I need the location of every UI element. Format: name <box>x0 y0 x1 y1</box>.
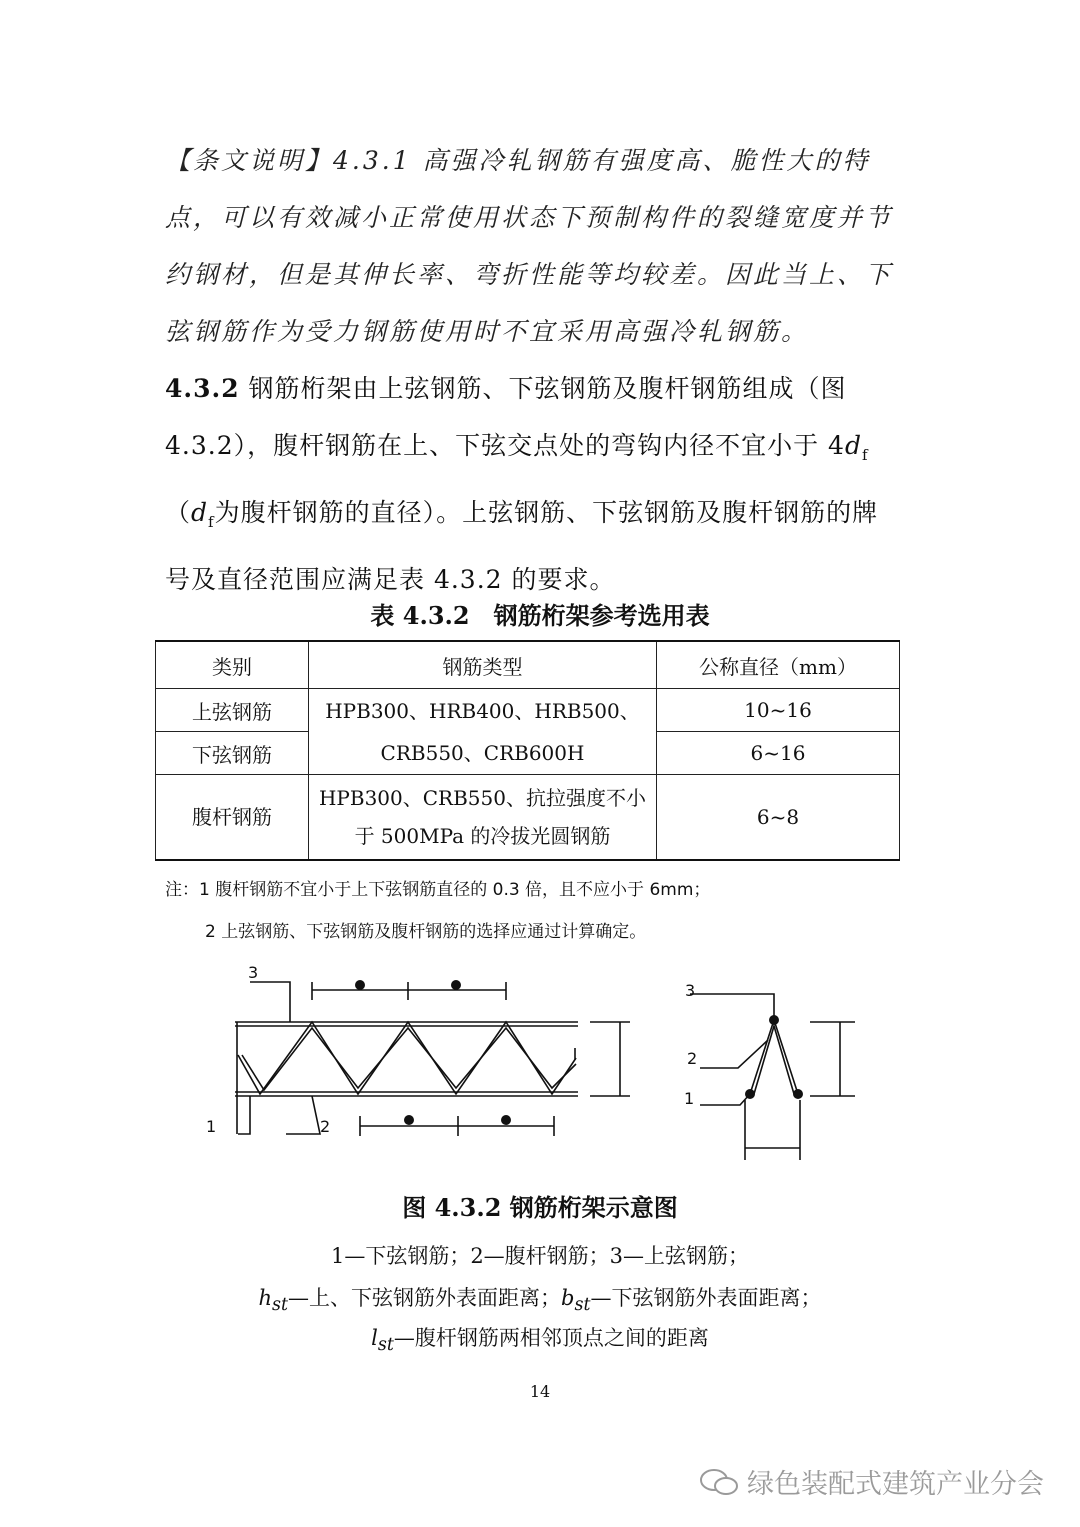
legend-b-sub: st <box>574 1295 591 1316</box>
header-category: 类别 <box>156 641 309 689</box>
clause-text-b: （ <box>165 498 192 527</box>
legend-line-3 <box>0 1322 1080 1355</box>
clause-4-3-2-paragraph <box>165 360 900 608</box>
section-label-one: 1 <box>684 1089 695 1108</box>
cell-type: HPB300、CRB550、抗拉强度不小于 500MPa 的冷拔光圆钢筋 <box>309 775 657 861</box>
cell-category: 下弦钢筋 <box>156 732 309 775</box>
page-number: 14 <box>529 1382 551 1401</box>
section-label-two: 2 <box>687 1049 698 1068</box>
clause-text-c: 为腹杆钢筋的直径）。上弦钢筋、下弦钢筋及腹杆钢筋的牌号及直径范围应满足表 4.3.2 的要求。 <box>165 498 879 594</box>
table-header-row <box>156 641 900 689</box>
clause-f-subscript-2: f <box>208 513 215 531</box>
label-one: 1 <box>206 1117 217 1136</box>
clause-d-symbol: d <box>844 431 862 460</box>
legend-b: b <box>561 1286 575 1310</box>
watermark-text: 绿色装配式建筑产业分会 <box>747 1469 1044 1500</box>
cell-diameter: 6~8 <box>657 775 900 861</box>
header-diameter: 公称直径（mm） <box>657 641 900 689</box>
label-three: 3 <box>248 963 259 982</box>
legend-line-2 <box>0 1282 1080 1315</box>
clause-f-subscript: f <box>861 446 869 464</box>
clause-explanation-paragraph: 【条文说明】4.3.1 高强冷轧钢筋有强度高、脆性大的特点，可以有效减小正常使用状态下预制构件的裂缝宽度并节约钢材，但是其伸长率、弯折性能等均较差。因此当上、下弦钢筋作为受力钢筋使用时不宜采用高强冷轧钢筋。 <box>165 146 894 346</box>
legend-l: l <box>371 1326 378 1350</box>
section-label-three: 3 <box>685 981 696 1000</box>
shared-type-line2: CRB550、CRB600H <box>380 740 585 765</box>
cell-category: 腹杆钢筋 <box>156 775 309 861</box>
figure-caption: 图 4.3.2 钢筋桁架示意图 <box>402 1193 678 1222</box>
legend-h: h <box>258 1286 273 1310</box>
table-caption: 表 4.3.2 钢筋桁架参考选用表 <box>370 601 710 630</box>
legend-h-sub: st <box>272 1295 289 1316</box>
clause-d-symbol-2: d <box>191 498 209 527</box>
legend-l-sub: st <box>377 1335 394 1356</box>
clause-number: 4.3.2 <box>165 374 240 403</box>
clause-text-a: 钢筋桁架由上弦钢筋、下弦钢筋及腹杆钢筋组成（图 4.3.2），腹杆钢筋在上、下弦交点处的弯钩内径不宜小于 4 <box>165 374 847 460</box>
truss-diagram <box>190 960 890 1170</box>
cell-shared-type <box>309 689 657 775</box>
table-row <box>156 775 900 861</box>
rebar-truss-table <box>155 640 900 861</box>
table-row <box>156 689 900 732</box>
header-type: 钢筋类型 <box>309 641 657 689</box>
cell-diameter: 6~16 <box>657 732 900 775</box>
table-note-2: 2 上弦钢筋、下弦钢筋及腹杆钢筋的选择应通过计算确定。 <box>205 922 647 942</box>
shared-type-line1: HPB300、HRB400、HRB500、 <box>325 698 640 723</box>
wechat-icon <box>699 1467 739 1497</box>
legend-l-text: —腹杆钢筋两相邻顶点之间的距离 <box>393 1326 709 1350</box>
watermark <box>699 1462 1044 1501</box>
table-note-1: 注：1 腹杆钢筋不宜小于上下弦钢筋直径的 0.3 倍，且不应小于 6mm； <box>165 880 711 900</box>
legend-h-text: —上、下弦钢筋外表面距离； <box>288 1286 562 1310</box>
label-two: 2 <box>320 1117 331 1136</box>
legend-line-1: 1—下弦钢筋；2—腹杆钢筋；3—上弦钢筋； <box>330 1244 750 1268</box>
cell-category: 上弦钢筋 <box>156 689 309 732</box>
legend-b-text: —下弦钢筋外表面距离； <box>590 1286 822 1310</box>
cell-diameter: 10~16 <box>657 689 900 732</box>
